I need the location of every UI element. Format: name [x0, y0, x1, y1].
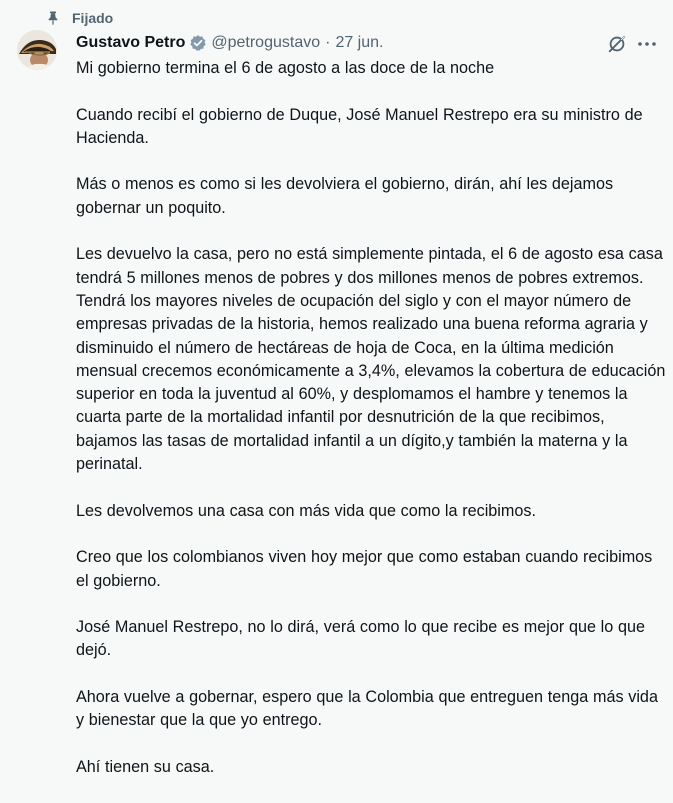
- pin-icon: [46, 11, 60, 25]
- author-handle[interactable]: @petrogustavo: [211, 34, 321, 51]
- separator-dot: ·: [325, 34, 331, 51]
- post-header: [76, 32, 383, 54]
- post-paragraph: Ahora vuelve a gobernar, espero que la Colombia que entreguen tenga más vida y bienestar que la que yo entrego.: [76, 688, 658, 730]
- post-paragraph: José Manuel Restrepo, no lo dirá, verá como lo que recibe es mejor que lo que dejó.: [76, 618, 645, 660]
- verified-badge-icon[interactable]: [189, 34, 207, 52]
- post-paragraph: Mi gobierno termina el 6 de agosto a las doce de la noche: [76, 59, 495, 77]
- more-options-icon[interactable]: [636, 33, 658, 55]
- post-paragraph: Les devuelvo la casa, pero no está simplemente pintada, el 6 de agosto esa casa tendrá 5 millones menos de pobres y dos millones menos de pobres extremos. Tendrá los mayores niveles de ocupación del siglo y con el mayor número de empresas privadas de la historia, hemos realizado una buena reforma agraria y disminuido el número de hectáreas de hoja de Coca, en la última medición mensual crecemos económicamente a 3,4%, elevamos la cobertura de educación superior en toda la juventud al 60%, y desplomamos el hambre y tenemos la cuarta parte de la mortalidad infantil por desnutrición de la que recibimos, bajamos las tasas de mortalidad infantil a un dígito,y también la materna y la perinatal.: [76, 245, 666, 474]
- pinned-label: Fijado: [72, 10, 114, 26]
- pinned-indicator: [46, 9, 113, 27]
- avatar[interactable]: [17, 30, 57, 70]
- profile-photo-icon: [17, 30, 57, 70]
- post-paragraph: Les devolvemos una casa con más vida que como la recibimos.: [76, 501, 536, 520]
- post-date[interactable]: 27 jun.: [335, 34, 384, 51]
- grok-icon[interactable]: [606, 33, 628, 55]
- post-paragraph: Ahí tienen su casa.: [76, 757, 215, 776]
- post-paragraph: Más o menos es como si les devolviera el gobierno, dirán, ahí les dejamos gobernar un poquito.: [76, 175, 614, 217]
- post-text: [76, 57, 666, 803]
- post-paragraph: Creo que los colombianos viven hoy mejor que como estaban cuando recibimos el gobierno.: [76, 548, 653, 590]
- author-name[interactable]: Gustavo Petro: [76, 34, 186, 51]
- post-paragraph: Cuando recibí el gobierno de Duque, José Manuel Restrepo era su ministro de Hacienda.: [76, 105, 643, 147]
